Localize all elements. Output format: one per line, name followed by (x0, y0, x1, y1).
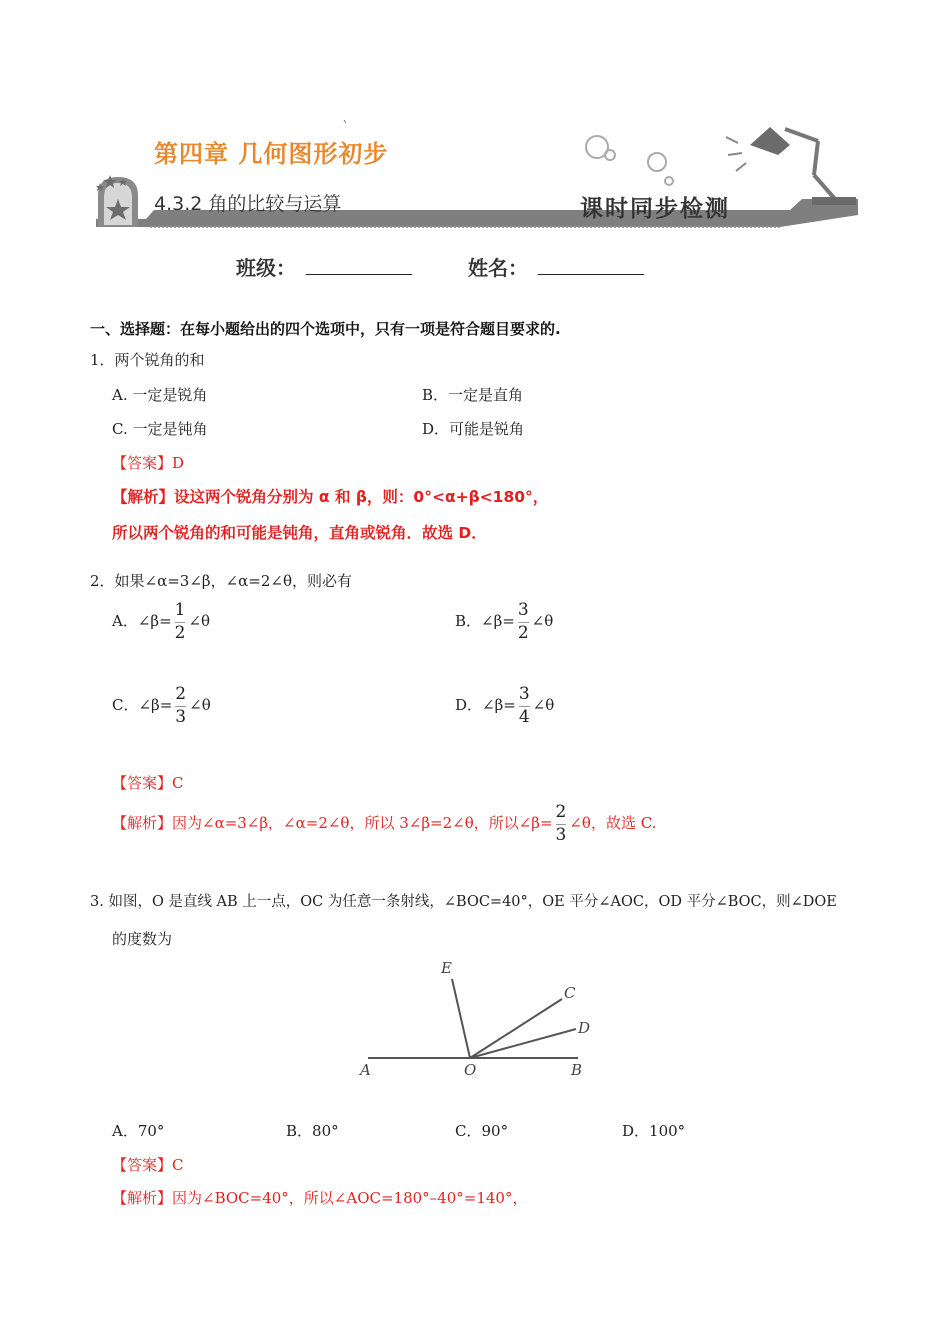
q3-analysis: 【解析】因为∠BOC=40°，所以∠AOC=180°–40°=140°， (112, 1189, 528, 1207)
label-e: E (441, 959, 452, 977)
name-field (468, 252, 644, 281)
q1-option-c: C. 一定是钝角 (112, 420, 208, 438)
banner-label: 课时同步检测 (580, 195, 730, 222)
ray-oe (452, 979, 470, 1058)
class-label: 班级： (236, 256, 296, 280)
fraction-denominator: 3 (555, 825, 567, 845)
q2-option-c-fraction (175, 686, 186, 726)
q1-option-d: D．可能是锐角 (422, 420, 525, 438)
q2-option-a-prefix: A．∠β= (112, 612, 172, 630)
fraction-denominator: 3 (175, 707, 187, 727)
fraction-denominator: 4 (518, 707, 530, 727)
lamp-base (812, 197, 856, 205)
fraction-numerator: 3 (518, 684, 530, 704)
top-mark (344, 120, 346, 123)
lamp-rays (726, 137, 746, 171)
q2-option-c (112, 686, 211, 726)
fraction-denominator: 2 (174, 623, 186, 643)
chapter-title: 第四章 几何图形初步 (154, 140, 389, 168)
q1-analysis-line1: 【解析】设这两个锐角分别为 α 和 β，则：0°<α+β<180°， (112, 488, 549, 506)
q2-option-a (112, 602, 210, 642)
bubbles-icon (586, 136, 673, 185)
label-b: B (571, 1061, 583, 1079)
label-o: O (464, 1061, 477, 1079)
q1-analysis-line2: 所以两个锐角的和可能是钝角，直角或锐角．故选 D． (112, 524, 487, 542)
ray-od (470, 1029, 576, 1058)
q2-option-d-suffix: ∠θ (532, 696, 555, 714)
q2-analysis-suffix: ∠θ，故选 C. (569, 814, 657, 832)
q3-option-c: C．90° (455, 1122, 509, 1140)
q2-answer: 【答案】C (112, 774, 184, 792)
q3-stem-line2: 的度数为 (112, 930, 173, 948)
q3-option-b: B．80° (286, 1122, 339, 1140)
fraction-numerator: 2 (175, 684, 187, 704)
q2-option-a-suffix: ∠θ (188, 612, 211, 630)
ray-oc (470, 999, 562, 1058)
section-heading: 一、选择题：在每小题给出的四个选项中，只有一项是符合题目要求的. (90, 320, 561, 338)
star-badge-icon (96, 175, 138, 227)
name-label: 姓名： (468, 256, 528, 280)
q3-figure (350, 955, 600, 1085)
class-field (236, 252, 412, 281)
q3-option-a: A．70° (112, 1122, 165, 1140)
q1-option-b: B．一定是直角 (422, 386, 524, 404)
q3-answer: 【答案】C (112, 1156, 184, 1174)
label-a: A (360, 1061, 371, 1079)
lamp-shade (750, 127, 790, 155)
q2-option-b (455, 602, 553, 642)
fraction-denominator: 2 (517, 623, 529, 643)
desk-lamp-icon (785, 129, 835, 199)
q2-option-a-fraction (175, 602, 186, 642)
fraction-numerator: 2 (555, 802, 567, 822)
q2-stem: 2．如果∠α=3∠β，∠α=2∠θ，则必有 (90, 572, 353, 590)
q2-option-d-prefix: D．∠β= (455, 696, 516, 714)
class-blank[interactable] (306, 258, 412, 275)
q2-option-d-fraction (519, 686, 530, 726)
label-c: C (564, 984, 576, 1002)
section-title: 4.3.2 角的比较与运算 (154, 193, 342, 215)
q2-option-b-fraction (518, 602, 529, 642)
q2-analysis (112, 804, 656, 844)
q2-option-b-prefix: B．∠β= (455, 612, 515, 630)
q2-option-b-suffix: ∠θ (531, 612, 554, 630)
q3-option-d: D．100° (622, 1122, 686, 1140)
fraction-numerator: 1 (174, 600, 186, 620)
q1-answer: 【答案】D (112, 454, 185, 472)
label-d: D (578, 1019, 591, 1037)
q2-option-c-suffix: ∠θ (189, 696, 211, 714)
q3-stem-line1: 3. 如图，O 是直线 AB 上一点，OC 为任意一条射线，∠BOC=40°，OE 平分∠AOC，OD 平分∠BOC，则∠DOE (90, 894, 837, 910)
q1-option-a: A. 一定是锐角 (112, 386, 208, 404)
q2-option-c-prefix: C．∠β= (112, 696, 173, 714)
q1-stem: 1．两个锐角的和 (90, 351, 205, 369)
q2-option-d (455, 686, 554, 726)
fraction-numerator: 3 (517, 600, 529, 620)
name-blank[interactable] (538, 258, 644, 275)
q2-analysis-prefix: 【解析】因为∠α=3∠β，∠α=2∠θ，所以 3∠β=2∠θ，所以∠β= (112, 814, 553, 832)
q2-analysis-fraction (556, 804, 567, 844)
